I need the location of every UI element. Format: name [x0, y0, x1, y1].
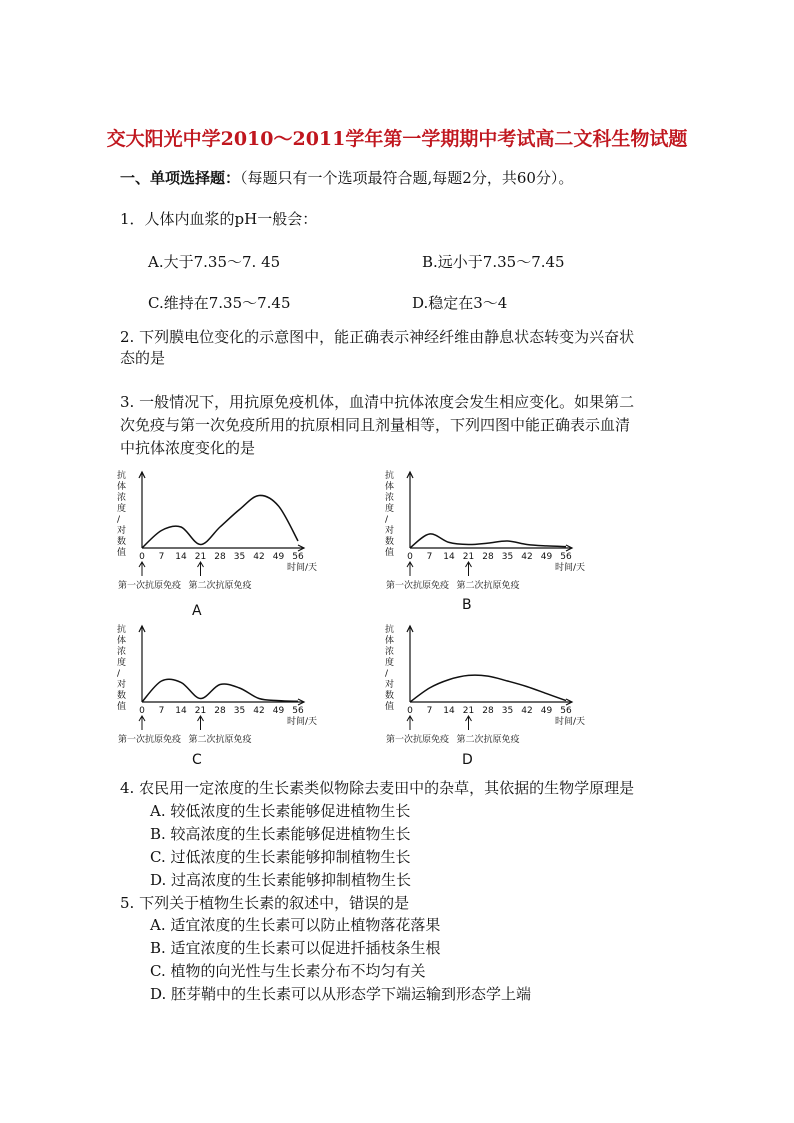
- q5-option-b: B. 适宜浓度的生长素可以促进扦插枝条生根: [150, 939, 441, 957]
- x-tick-label: 56: [560, 552, 572, 562]
- y-axis-label-char: 数: [385, 537, 395, 547]
- y-axis-label-char: 数: [117, 537, 127, 547]
- antibody-curve: [142, 679, 298, 702]
- q5-option-d: D. 胚芽鞘中的生长素可以从形态学下端运输到形态学上端: [150, 985, 532, 1003]
- section-label: 一、单项选择题：: [120, 169, 241, 187]
- antibody-curve: [142, 495, 298, 548]
- y-axis-label-char: /: [385, 669, 389, 679]
- x-tick-label: 49: [540, 552, 553, 562]
- q1-option-b: B.远小于7.35～7.45: [422, 253, 565, 271]
- y-axis-label-char: 抗: [117, 625, 127, 635]
- x-axis-label: 时间/天: [554, 717, 586, 727]
- x-tick-label: 49: [272, 706, 285, 716]
- page-title: 交大阳光中学2010～2011学年第一学期期中考试高二文科生物试题: [106, 128, 688, 150]
- x-axis-label: 时间/天: [286, 717, 318, 727]
- x-tick-label: 21: [462, 706, 475, 716]
- y-axis-label-char: 对: [117, 526, 127, 536]
- chart-d-caption: D: [462, 752, 473, 768]
- section-heading: [120, 167, 573, 188]
- x-tick-label: 28: [482, 552, 494, 562]
- chart-a-caption: A: [192, 603, 202, 619]
- antibody-curve: [410, 675, 566, 702]
- x-tick-label: 35: [501, 706, 514, 716]
- q5-option-a: A. 适宜浓度的生长素可以防止植物落花落果: [150, 916, 441, 934]
- y-axis-label-char: /: [117, 669, 121, 679]
- q4-option-b: B. 较高浓度的生长素能够促进植物生长: [150, 825, 411, 843]
- x-tick-label: 21: [462, 552, 475, 562]
- y-axis-label-char: 浓: [385, 493, 395, 503]
- y-axis-label-char: 对: [117, 680, 127, 690]
- x-tick-label: 0: [139, 552, 145, 562]
- second-immunization-label: 第二次抗原免疫: [456, 581, 520, 591]
- x-tick-label: 28: [482, 706, 494, 716]
- x-tick-label: 35: [501, 552, 514, 562]
- x-tick-label: 14: [443, 552, 455, 562]
- q3-line-2: 次免疫与第一次免疫所用的抗原相同且剂量相等，下列四图中能正确表示血清: [120, 416, 631, 434]
- second-immunization-label: 第二次抗原免疫: [456, 735, 520, 745]
- y-axis-label-char: 对: [385, 680, 395, 690]
- x-tick-label: 14: [175, 706, 187, 716]
- q4-option-a: A. 较低浓度的生长素能够促进植物生长: [150, 802, 411, 820]
- x-tick-label: 42: [253, 706, 265, 716]
- x-tick-label: 49: [540, 706, 553, 716]
- x-tick-label: 0: [407, 706, 413, 716]
- x-tick-label: 56: [560, 706, 572, 716]
- chart-d: [380, 620, 590, 746]
- y-axis-label-char: 值: [117, 548, 127, 558]
- q1-stem: 1．人体内血浆的pH一般会：: [120, 210, 318, 228]
- y-axis-label-char: 体: [385, 482, 395, 492]
- x-tick-label: 42: [521, 552, 533, 562]
- q2-line-1: 2. 下列膜电位变化的示意图中，能正确表示神经纤维由静息状态转变为兴奋状: [120, 328, 635, 346]
- chart-a: [112, 466, 322, 592]
- y-axis-label-char: 体: [117, 636, 127, 646]
- x-tick-label: 0: [139, 706, 145, 716]
- x-tick-label: 42: [253, 552, 265, 562]
- y-axis-label-char: 数: [117, 691, 127, 701]
- chart-c-svg: [112, 620, 322, 746]
- chart-b-svg: [380, 466, 590, 592]
- y-axis-label-char: 抗: [385, 625, 395, 635]
- q1-option-d: D.稳定在3～4: [412, 294, 508, 312]
- q3-line-3: 中抗体浓度变化的是: [120, 439, 256, 457]
- y-axis-label-char: 浓: [117, 647, 127, 657]
- q5-stem: 5. 下列关于植物生长素的叙述中，错误的是: [120, 894, 410, 912]
- y-axis-label-char: 度: [385, 504, 395, 514]
- first-immunization-label: 第一次抗原免疫: [386, 581, 450, 591]
- x-tick-label: 35: [233, 552, 246, 562]
- y-axis-label-char: 对: [385, 526, 395, 536]
- chart-b-caption: B: [462, 597, 472, 613]
- q4-option-d: D. 过高浓度的生长素能够抑制植物生长: [150, 871, 412, 889]
- q1-option-c: C.维持在7.35～7.45: [148, 294, 291, 312]
- x-tick-label: 42: [521, 706, 533, 716]
- q3-line-1: 3. 一般情况下，用抗原免疫机体，血清中抗体浓度会发生相应变化。如果第二: [120, 393, 635, 411]
- y-axis-label-char: 度: [117, 504, 127, 514]
- x-tick-label: 7: [426, 706, 433, 716]
- q5-option-c: C. 植物的向光性与生长素分布不均匀有关: [150, 962, 426, 980]
- first-immunization-label: 第一次抗原免疫: [118, 735, 182, 745]
- y-axis-label-char: 体: [117, 482, 127, 492]
- x-tick-label: 28: [214, 706, 226, 716]
- x-tick-label: 14: [443, 706, 455, 716]
- x-tick-label: 49: [272, 552, 285, 562]
- y-axis-label-char: 度: [117, 658, 127, 668]
- y-axis-label-char: 体: [385, 636, 395, 646]
- x-tick-label: 0: [407, 552, 413, 562]
- y-axis-label-char: 抗: [117, 471, 127, 481]
- x-tick-label: 56: [292, 552, 304, 562]
- chart-c-caption: C: [192, 752, 202, 768]
- y-axis-label-char: /: [385, 515, 389, 525]
- chart-a-svg: [112, 466, 322, 592]
- x-tick-label: 28: [214, 552, 226, 562]
- x-axis-label: 时间/天: [554, 563, 586, 573]
- chart-d-svg: [380, 620, 590, 746]
- section-note: （每题只有一个选项最符合题,每题2分，共60分）。: [240, 169, 574, 187]
- x-tick-label: 7: [426, 552, 433, 562]
- x-tick-label: 21: [194, 552, 207, 562]
- q2-line-2: 态的是: [120, 349, 166, 367]
- first-immunization-label: 第一次抗原免疫: [118, 581, 182, 591]
- x-tick-label: 7: [158, 706, 165, 716]
- first-immunization-label: 第一次抗原免疫: [386, 735, 450, 745]
- second-immunization-label: 第二次抗原免疫: [188, 735, 252, 745]
- antibody-curve: [410, 534, 566, 548]
- x-axis-label: 时间/天: [286, 563, 318, 573]
- x-tick-label: 14: [175, 552, 187, 562]
- q4-option-c: C. 过低浓度的生长素能够抑制植物生长: [150, 848, 411, 866]
- q1-option-a: A.大于7.35～7. 45: [148, 253, 281, 271]
- y-axis-label-char: 浓: [385, 647, 395, 657]
- y-axis-label-char: 浓: [117, 493, 127, 503]
- x-tick-label: 35: [233, 706, 246, 716]
- y-axis-label-char: 抗: [385, 471, 395, 481]
- x-tick-label: 21: [194, 706, 207, 716]
- y-axis-label-char: /: [117, 515, 121, 525]
- chart-b: [380, 466, 590, 592]
- x-tick-label: 56: [292, 706, 304, 716]
- y-axis-label-char: 值: [385, 548, 395, 558]
- y-axis-label-char: 度: [385, 658, 395, 668]
- second-immunization-label: 第二次抗原免疫: [188, 581, 252, 591]
- y-axis-label-char: 值: [117, 702, 127, 712]
- chart-c: [112, 620, 322, 746]
- q4-stem: 4. 农民用一定浓度的生长素类似物除去麦田中的杂草，其依据的生物学原理是: [120, 779, 635, 797]
- y-axis-label-char: 值: [385, 702, 395, 712]
- y-axis-label-char: 数: [385, 691, 395, 701]
- x-tick-label: 7: [158, 552, 165, 562]
